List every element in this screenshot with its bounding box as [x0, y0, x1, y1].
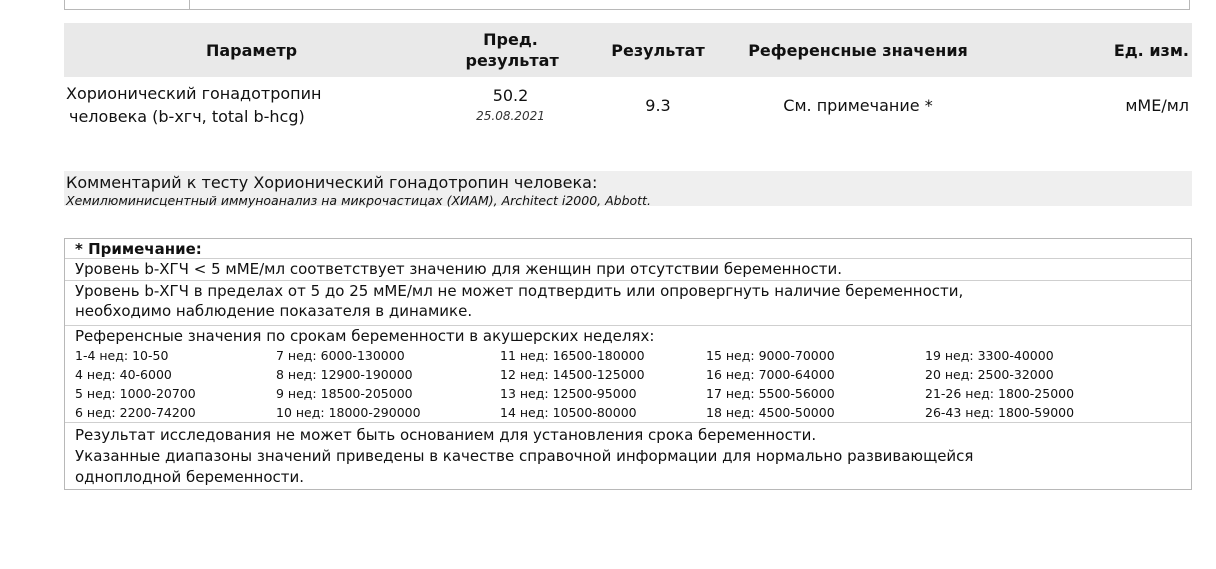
previous-section-frame — [64, 0, 1190, 10]
week-range: 1-4 нед: 10-50 — [75, 348, 169, 363]
result-value: 9.3 — [645, 95, 671, 115]
week-range: 12 нед: 14500-125000 — [500, 367, 645, 382]
note-line-1: Уровень b-ХГЧ < 5 мМЕ/мл соответствует значению для женщин при отсутствии беременности. — [65, 259, 1191, 281]
previous-result — [439, 77, 582, 133]
week-range: 11 нед: 16500-180000 — [500, 348, 645, 363]
header-parameter: Параметр — [64, 23, 439, 77]
previous-value: 50.2 — [492, 86, 529, 105]
comment-title: Комментарий к тесту Хорионический гонадотропин человека: — [66, 173, 598, 192]
week-range: 6 нед: 2200-74200 — [75, 405, 196, 420]
week-range: 9 нед: 18500-205000 — [276, 386, 413, 401]
parameter-name: Хорионический гонадотропин человека (b-хгч, total b-hcg) — [66, 84, 322, 126]
weeks-title: Референсные значения по срокам беременности в акушерских неделях: — [75, 327, 655, 345]
week-range: 17 нед: 5500-56000 — [706, 386, 835, 401]
note-title: * Примечание: — [65, 239, 1191, 259]
week-range: 4 нед: 40-6000 — [75, 367, 172, 382]
week-range: 19 нед: 3300-40000 — [925, 348, 1054, 363]
header-reference: Референсные значения — [734, 23, 982, 77]
previous-date: 25.08.2021 — [476, 109, 545, 123]
week-range: 18 нед: 4500-50000 — [706, 405, 835, 420]
week-range: 5 нед: 1000-20700 — [75, 386, 196, 401]
frame-divider — [189, 0, 190, 10]
test-comment — [64, 171, 1192, 206]
note-box — [64, 238, 1192, 490]
comment-body: Хемилюминисцентный иммуноанализ на микрочастицах (ХИАМ), Architect i2000, Abbott. — [66, 193, 651, 208]
table-row — [64, 77, 1192, 133]
reference-value: См. примечание * — [783, 95, 933, 115]
week-range: 15 нед: 9000-70000 — [706, 348, 835, 363]
header-unit: Ед. изм. — [982, 23, 1192, 77]
week-range: 20 нед: 2500-32000 — [925, 367, 1054, 382]
header-previous-result: Пред. результат — [439, 23, 582, 77]
note-line-2: Уровень b-ХГЧ в пределах от 5 до 25 мМЕ/мл не может подтвердить или опровергнуть наличие беременности, необходимо наблюдение показателя в динамике. — [65, 281, 1191, 326]
week-range: 10 нед: 18000-290000 — [276, 405, 421, 420]
week-range: 21-26 нед: 1800-25000 — [925, 386, 1075, 401]
header-result: Результат — [582, 23, 734, 77]
week-range: 13 нед: 12500-95000 — [500, 386, 637, 401]
week-range: 26-43 нед: 1800-59000 — [925, 405, 1075, 420]
note-footer: Результат исследования не может быть основанием для установления срока беременности. Указанные диапазоны значений приведены в качестве справочной информации для нормально развивающейся одноплодной беременности. — [75, 426, 974, 486]
week-range: 7 нед: 6000-130000 — [276, 348, 405, 363]
results-header-row — [64, 23, 1192, 77]
results-table — [64, 23, 1192, 133]
week-range: 16 нед: 7000-64000 — [706, 367, 835, 382]
weeks-grid — [65, 346, 1191, 423]
week-range: 8 нед: 12900-190000 — [276, 367, 413, 382]
week-range: 14 нед: 10500-80000 — [500, 405, 637, 420]
unit-value: мМЕ/мл — [1125, 95, 1189, 115]
